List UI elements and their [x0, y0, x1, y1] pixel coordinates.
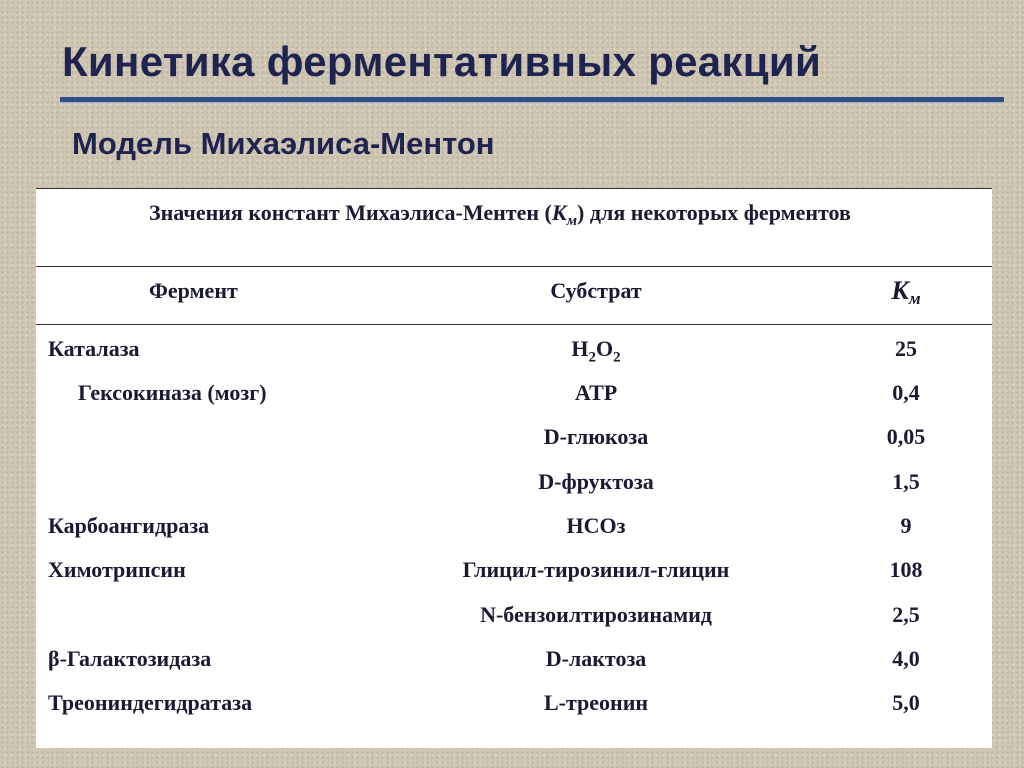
table-cell-enzyme: Гексокиназа (мозг) — [78, 380, 267, 405]
header-substrate: Субстрат — [550, 278, 642, 303]
table-cell-enzyme: Треониндегидратаза — [48, 690, 253, 715]
slide-title: Кинетика ферментативных реакций — [62, 38, 822, 85]
table-cell-km: 0,4 — [892, 380, 920, 405]
table-cell-km: 108 — [889, 557, 923, 582]
caption-text-end: ) для некоторых ферментов — [577, 200, 851, 225]
km-table — [36, 188, 992, 748]
table-cell-substrate: L-треонин — [543, 690, 649, 715]
header-km-symbol: К — [891, 276, 909, 305]
table-cell-enzyme: Карбоангидраза — [48, 513, 210, 538]
caption-km-symbol: К — [551, 200, 567, 225]
table-cell-substrate: D-глюкоза — [543, 424, 649, 449]
slide-subtitle: Модель Михаэлиса-Ментон — [72, 126, 495, 161]
table-top-rule — [36, 188, 992, 189]
title-underline — [60, 97, 1004, 103]
header-km-subscript: м — [908, 289, 921, 308]
table-cell-substrate: HCOз — [566, 513, 626, 538]
table-cell-substrate: Глицил-тирозинил-глицин — [462, 557, 730, 582]
table-cell-km: 9 — [900, 513, 912, 538]
table-cell-km: 25 — [895, 336, 917, 361]
table-cell-substrate: N-бензоилтирозинамид — [480, 602, 712, 627]
table-cell-km: 4,0 — [892, 646, 920, 671]
table-caption — [149, 198, 949, 236]
table-cell-enzyme: Химотрипсин — [48, 557, 186, 582]
table-cell-km: 2,5 — [892, 602, 920, 627]
table-cell-km: 5,0 — [892, 690, 920, 715]
header-enzyme: Фермент — [149, 278, 238, 303]
table-cell-substrate: D-фруктоза — [538, 469, 654, 494]
table-cell-enzyme: β-Галактозидаза — [48, 646, 212, 671]
table-cell-substrate: D-лактоза — [545, 646, 647, 671]
header-top-rule — [36, 266, 992, 267]
table-cell-substrate: $H_2O_2$ — [571, 336, 621, 366]
table-cell-km: 0,05 — [886, 424, 926, 449]
table-cell-km: 1,5 — [892, 469, 920, 494]
caption-text-start: Значения констант Михаэлиса-Ментен ( — [149, 200, 552, 225]
table-cell-substrate: ATP — [574, 380, 618, 405]
header-km — [856, 276, 956, 309]
caption-km-subscript: м — [566, 213, 578, 229]
header-bottom-rule — [36, 324, 992, 325]
table-cell-enzyme: Каталаза — [48, 336, 140, 361]
